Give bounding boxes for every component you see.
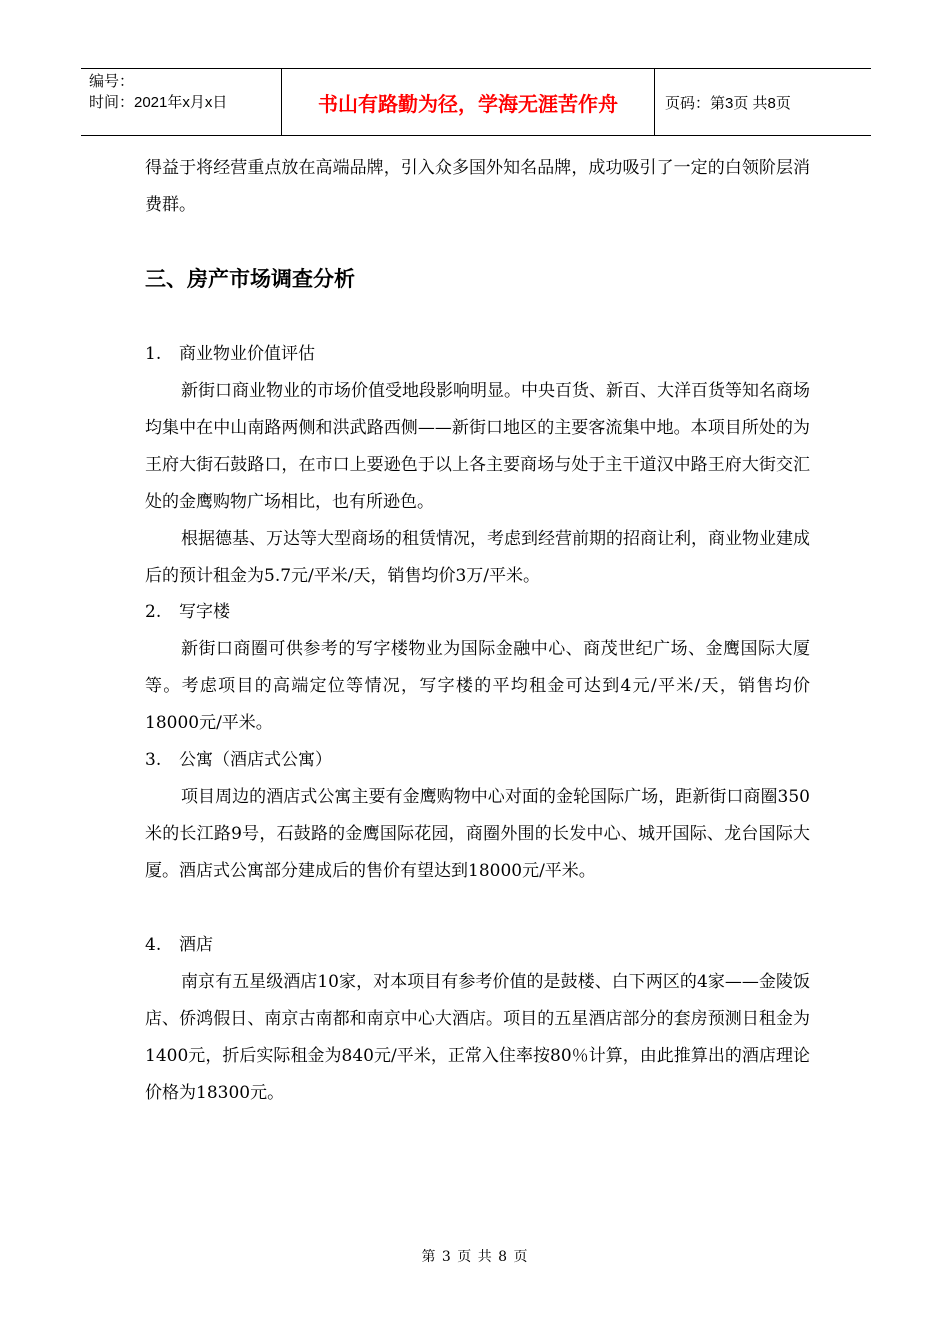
page-footer: 第 3 页 共 8 页 [421, 1249, 529, 1265]
list-item-title: 商业物业价值评估 [179, 344, 315, 364]
header-table [81, 68, 871, 136]
intro-paragraph: 得益于将经营重点放在高端品牌，引入众多国外知名品牌，成功吸引了一定的白领阶层消费群。 [145, 158, 810, 215]
section-title: 三、房产市场调查分析 [145, 267, 355, 291]
header-page-number: 页码：第3页 共8页 [665, 94, 791, 112]
list-item-heading [145, 594, 230, 631]
list-item-heading [145, 336, 315, 373]
paragraph: 新街口商业物业的市场价值受地段影响明显。中央百货、新百、大洋百货等知名商场均集中在中山南路两侧和洪武路西侧——新街口地区的主要客流集中地。本项目所处的为王府大街石鼓路口，在市口上要逊色于以上各主要商场与处于主干道汉中路王府大街交汇处的金鹰购物广场相比，也有所逊色。 [145, 381, 810, 512]
list-item-title: 公寓（酒店式公寓） [179, 750, 332, 770]
paragraph: 新街口商圈可供参考的写字楼物业为国际金融中心、商茂世纪广场、金鹰国际大厦等。考虑项目的高端定位等情况，写字楼的平均租金可达到4元/平米/天，销售均价18000元/平米。 [145, 639, 810, 733]
paragraph: 南京有五星级酒店10家，对本项目有参考价值的是鼓楼、白下两区的4家——金陵饭店、侨鸿假日、南京古南都和南京中心大酒店。项目的五星酒店部分的套房预测日租金为1400元，折后实际租金为840元/平米，正常入住率按80％计算，由此推算出的酒店理论价格为18300元。 [145, 972, 810, 1103]
list-item-heading [145, 742, 332, 779]
document-number-label: 编号： [89, 73, 135, 90]
list-item-number: 2. [145, 602, 162, 622]
header-meta [81, 69, 282, 135]
paragraph: 项目周边的酒店式公寓主要有金鹰购物中心对面的金轮国际广场，距新街口商圈350米的长江路9号，石鼓路的金鹰国际花园，商圈外围的长发中心、城开国际、龙台国际大厦。酒店式公寓部分建成后的售价有望达到18000元/平米。 [145, 787, 810, 881]
list-item-title: 写字楼 [179, 602, 230, 622]
header-motto: 书山有路勤为径，学海无涯苦作舟 [282, 69, 655, 135]
list-item-number: 1. [145, 344, 162, 364]
list-item-number: 3. [145, 750, 162, 770]
document-time-label: 时间：2021年x月x日 [89, 94, 228, 111]
paragraph: 根据德基、万达等大型商场的租赁情况，考虑到经营前期的招商让利，商业物业建成后的预计租金为5.7元/平米/天，销售均价3万/平米。 [145, 529, 810, 586]
list-item-number: 4. [145, 935, 162, 955]
list-item-title: 酒店 [179, 935, 213, 955]
list-item-heading [145, 927, 213, 964]
